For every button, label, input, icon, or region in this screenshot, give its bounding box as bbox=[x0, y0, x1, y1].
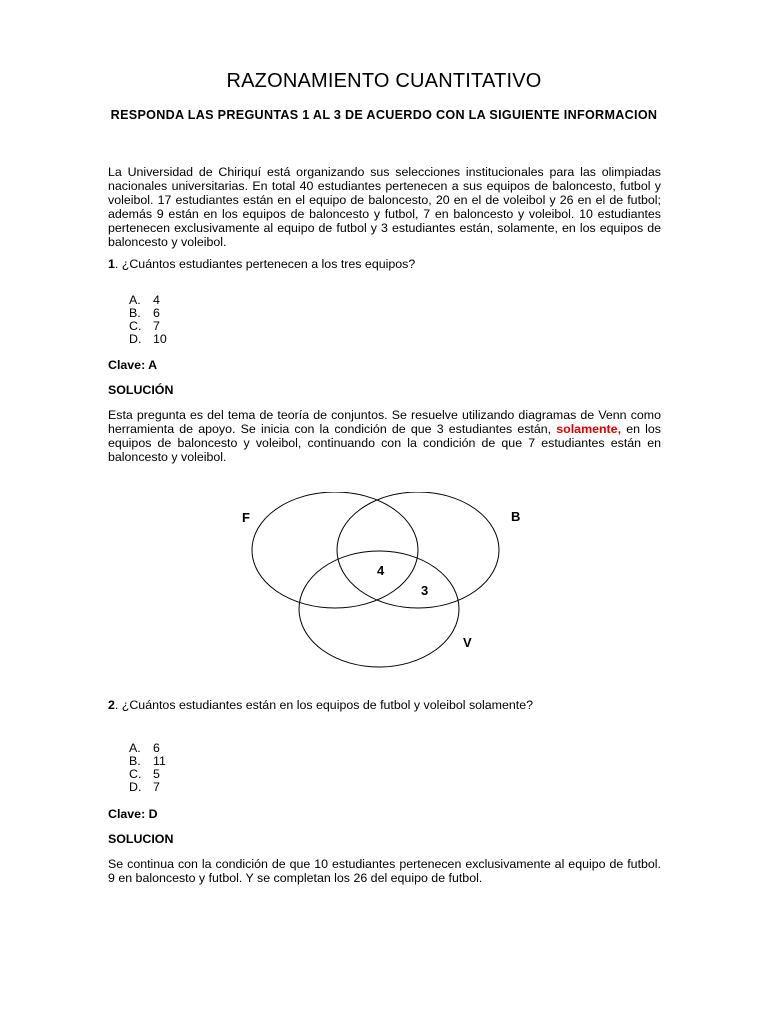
question-2-number: 2 bbox=[108, 698, 115, 712]
question-2-solution: Se continua con la condición de que 10 estudiantes pertenecen exclusivamente al equipo de futbol. 9 en baloncesto y futbol. Y se completan los 26 del equipo de futbol. bbox=[108, 857, 661, 885]
problem-statement: La Universidad de Chiriquí está organizando sus selecciones institucionales para las olimpiadas nacionales universitarias. En total 40 estudiantes pertenecen a sus equipos de baloncesto, futbol y voleibol. 17 estudiantes están en el equipo de baloncesto, 20 en el de voleibol y 26 en el de futbol; además 9 están en los equipos de baloncesto y futbol, 7 en baloncesto y voleibol. 10 estudiantes pertenecen exclusivamente al equipo de futbol y 3 estudiantes están, solamente, en los equipos de baloncesto y voleibol. bbox=[108, 165, 661, 249]
question-1-solution-header: SOLUCIÓN bbox=[108, 383, 174, 397]
question-1-answer-key: Clave: A bbox=[108, 358, 158, 372]
question-1-number: 1 bbox=[108, 257, 115, 271]
option-item: C. 7 bbox=[129, 319, 160, 333]
option-item: B. 6 bbox=[129, 306, 160, 320]
option-item: D. 7 bbox=[129, 780, 160, 794]
venn-value-b-v-only: 3 bbox=[421, 583, 429, 598]
venn-diagram bbox=[232, 492, 532, 677]
option-item: A. 6 bbox=[129, 741, 160, 755]
highlighted-word: solamente, bbox=[556, 422, 622, 436]
venn-label-f: F bbox=[242, 510, 250, 525]
question-2 bbox=[108, 698, 661, 712]
option-item: D. 10 bbox=[129, 332, 167, 346]
question-1-options bbox=[129, 294, 167, 346]
venn-value-all-three: 4 bbox=[377, 563, 385, 578]
section-instructions: RESPONDA LAS PREGUNTAS 1 AL 3 DE ACUERDO CON LA SIGUIENTE INFORMACION bbox=[110, 108, 658, 122]
question-1-text: . ¿Cuántos estudiantes pertenecen a los tres equipos? bbox=[114, 257, 416, 271]
question-1 bbox=[108, 257, 661, 271]
question-1-solution: Esta pregunta es del tema de teoría de conjuntos. Se resuelve utilizando diagramas de Venn como herramienta de apoyo. Se inicia con la condición de que 3 estudiantes están, solamente, en los equipos de baloncesto y voleibol, continuando con la condición de que 7 estudiantes están en baloncesto y voleibol. bbox=[108, 408, 661, 464]
venn-label-v: V bbox=[463, 635, 472, 650]
option-item: B. 11 bbox=[129, 754, 166, 768]
question-2-answer-key: Clave: D bbox=[108, 807, 158, 821]
venn-label-b: B bbox=[511, 509, 521, 524]
question-2-text: . ¿Cuántos estudiantes están en los equipos de futbol y voleibol solamente? bbox=[114, 698, 534, 712]
option-item: A. 4 bbox=[129, 293, 160, 307]
venn-circle-futbol bbox=[252, 492, 418, 608]
question-2-options bbox=[129, 742, 166, 794]
question-2-solution-header: SOLUCION bbox=[108, 832, 174, 846]
page-title: RAZONAMIENTO CUANTITATIVO bbox=[226, 70, 542, 92]
option-item: C. 5 bbox=[129, 767, 160, 781]
